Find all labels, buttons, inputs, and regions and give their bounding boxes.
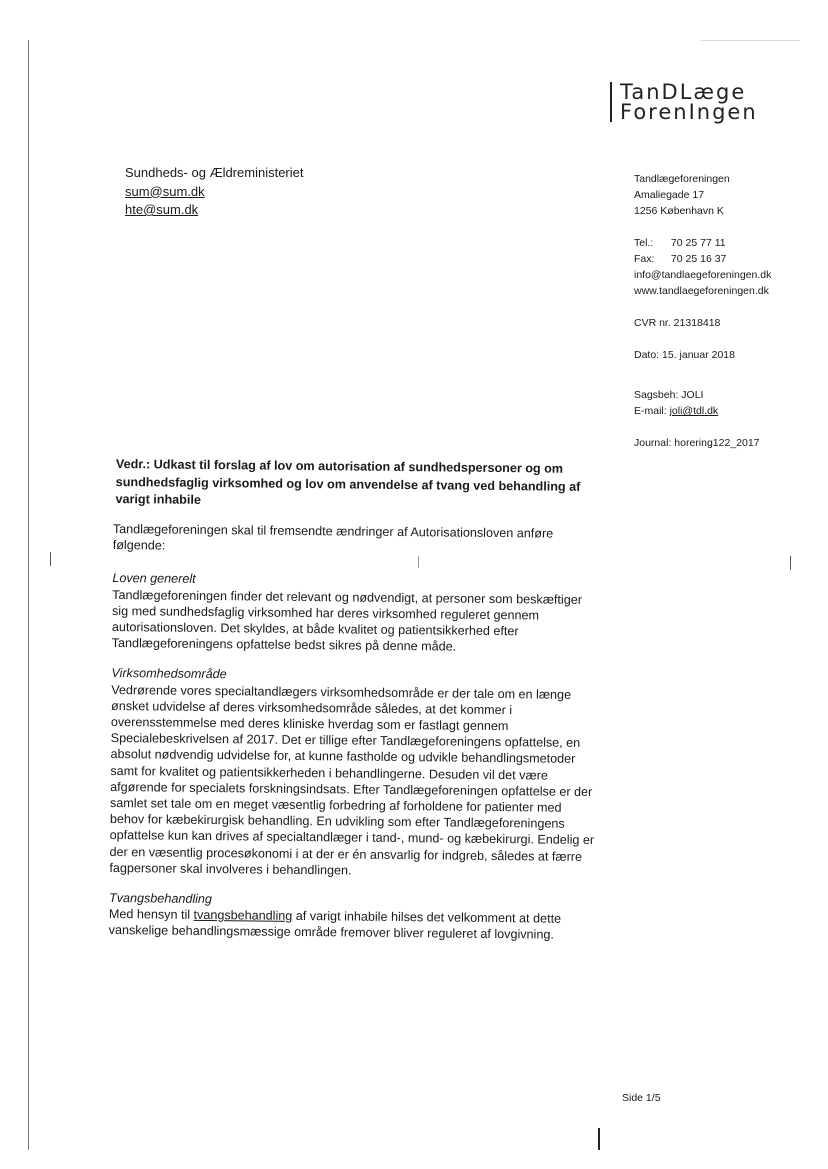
tel-label: Tel.: [634,237,654,249]
tel-value: 70 25 77 11 [670,237,726,249]
cvr-number: CVR nr. 21318418 [634,317,721,329]
logo-line-1: TanDLæge [620,80,747,104]
section-virksomhedsomraade [109,665,597,881]
sender-contact [634,235,771,299]
logo [610,82,758,122]
section-body: Tandlægeforeningen finder det relevant og nødvendigt, at personer som beskæftiger sig med sundhedsfaglig virksomhed har deres virksomhed reguleret gennem autorisationsloven. Det skyldes, at både kvalitet og patientsikkerhed efter Tandlægeforeningens opfattelse bedst sikres på denne måde. [111,587,583,654]
sender-email[interactable]: info@tandlaegeforeningen.dk [634,269,772,281]
recipient-email-1[interactable]: sum@sum.dk [125,183,205,199]
sender-street: Amaliegade 17 [634,189,705,201]
sender-fax [634,251,771,267]
letter-body [108,521,598,958]
journal-number: Journal: horering122_2017 [634,437,760,449]
case-officer: Sagsbeh: JOLI [634,389,704,401]
sender-city: 1256 København K [634,205,724,217]
subject-line: Vedr.: Udkast til forslag af lov om autorisation af sundhedspersoner og om sundhedsfaglig virksomhed og lov om anvendelse af tvang ved behandling af varigt inhabile [115,456,581,507]
recipient-email-2[interactable]: hte@sum.dk [125,202,199,217]
scan-mark-left [50,552,51,566]
page-number: Side 1/5 [622,1092,661,1104]
section-body: Vedrørende vores specialtandlægers virksomhedsområde er der tale om en længe ønsket udvidelse af deres virksomhedsområde således, at det kommer i overensstemmelse med deres kliniske hverdag som er fastlagt gennem Specialebeskrivelsen af 2017. Det er tillige efter Tandlægeforeningens opfattelse, en absolut nødvendig udvidelse for, at kunne fastholde og udvikle behandlingsmetoder samt for kvalitet og patientsikkerheden i behandlingerne. Desuden vil det være afgørende for specialets forskningsindsats. Efter Tandlægeforeningen opfattelse er der samlet set tale om en meget væsentlig forbedring af forholdene for patienter med behov for kæbekirurgisk behandling. En udvikling som efter Tandlægeforeningens opfattelse kun kan drives af specialtandlæger i tand-, mund- og kæbekirurgi. Endelig er der en væsentlig procesøkonomi i at der er én ansvarlig for indgreb, således at færre fagpersoner skal involveres i behandlingen. [109,682,595,878]
tvangsbehandling-link[interactable]: tvangsbehandling [193,908,293,924]
case-officer-block [634,387,771,419]
sender-org: Tandlægeforeningen [634,173,730,185]
body-text-post: af varigt inhabile hilses det velkomment at dette vanskelige behandlingsmæssige område fremover bliver reguleret af lovgivning. [108,909,562,943]
sender-cvr [634,315,771,331]
recipient-block [125,164,303,220]
logo-line-2: ForenIngen [620,100,758,124]
letter-date: Dato: 15. januar 2018 [634,349,735,361]
section-heading: Virksomhedsområde [111,666,227,682]
sender-block [634,171,771,451]
body-text-pre: Med hensyn til [108,907,194,923]
scan-mark-right [790,556,791,570]
section-body [109,906,595,943]
sender-tel [634,235,771,251]
fax-value: 70 25 16 37 [670,253,727,265]
section-heading: Tvangsbehandling [108,891,213,907]
intro-paragraph: Tandlægeforeningen skal til fremsendte ændringer af Autorisationsloven anføre følgende: [112,521,554,553]
scan-mark-bottom [598,1128,600,1150]
letter-date-block [634,347,771,363]
scan-margin-line [28,40,29,1150]
section-loven-generelt [112,570,599,656]
scan-top-line [700,40,800,41]
case-email-row [634,403,771,419]
recipient-name: Sundheds- og Ældreministeriet [125,165,304,180]
case-email-label: E-mail: [634,405,667,417]
section-heading: Loven generelt [112,571,196,587]
case-email[interactable]: joli@tdl.dk [669,405,719,417]
fax-label: Fax: [634,253,655,265]
sender-web[interactable]: www.tandlaegeforeningen.dk [634,285,769,297]
sender-address [634,171,771,219]
section-tvangsbehandling [109,890,595,944]
